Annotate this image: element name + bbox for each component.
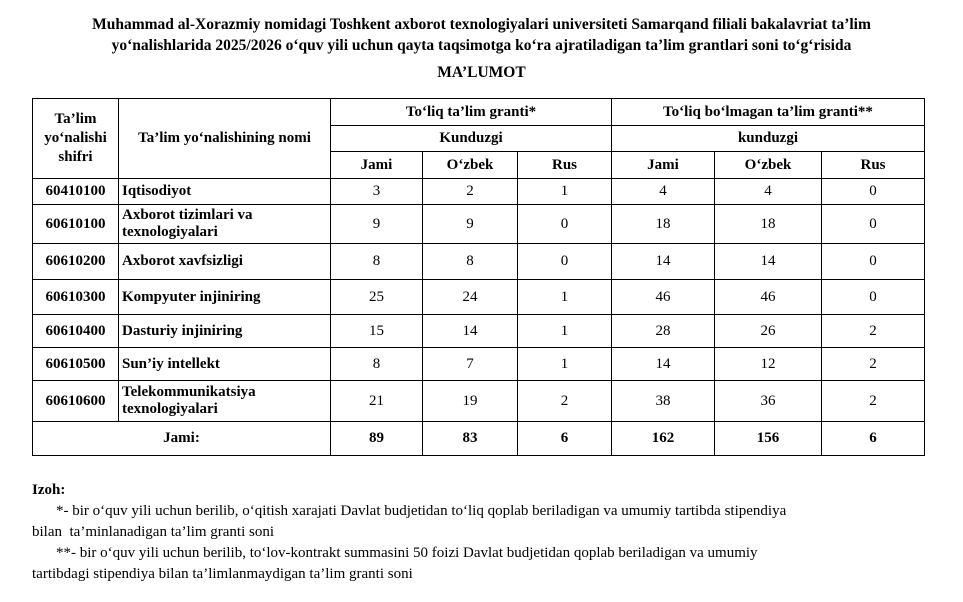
total-label: Jami:	[33, 422, 331, 456]
notes-heading: Izoh:	[32, 482, 66, 498]
row-g1-rus: 2	[518, 381, 612, 422]
note-2-line-2: tartibdagi stipendiya bilan ta’limlanmaydigan ta’lim granti soni	[32, 566, 413, 582]
total-g2-rus: 6	[822, 422, 925, 456]
title-line-2: yo‘nalishlarida 2025/2026 o‘quv yili uchun qayta taqsimotga ko‘ra ajratiladigan ta’lim grantlari soni to‘g‘risida	[111, 37, 852, 54]
header-full-grant: To‘liq ta’lim granti*	[331, 99, 612, 126]
row-g2-jami: 14	[612, 244, 715, 280]
row-name: Kompyuter injiniring	[119, 280, 331, 315]
row-code: 60610600	[33, 381, 119, 422]
total-g2-jami: 162	[612, 422, 715, 456]
row-g1-jami: 15	[331, 315, 423, 348]
row-code: 60610400	[33, 315, 119, 348]
row-g2-ozbek: 4	[715, 179, 822, 205]
row-name: Telekommunikatsiya texnologiyalari	[119, 381, 331, 422]
row-g2-jami: 18	[612, 205, 715, 244]
row-g2-rus: 2	[822, 348, 925, 381]
table-row	[33, 280, 925, 315]
row-g1-rus: 0	[518, 205, 612, 244]
document-subtitle: MA’LUMOT	[437, 64, 526, 81]
table-row	[33, 205, 925, 244]
note-1-line-2: bilan ta’minlanadigan ta’lim granti soni	[32, 524, 275, 540]
header-partial-grant-daytime: kunduzgi	[612, 126, 925, 152]
document-title	[0, 14, 963, 56]
row-g1-rus: 0	[518, 244, 612, 280]
row-g2-rus: 0	[822, 244, 925, 280]
row-code: 60410100	[33, 179, 119, 205]
row-g2-jami: 4	[612, 179, 715, 205]
row-code: 60610500	[33, 348, 119, 381]
table-row	[33, 348, 925, 381]
row-g1-rus: 1	[518, 280, 612, 315]
total-g1-jami: 89	[331, 422, 423, 456]
table-row	[33, 244, 925, 280]
header-partial-grant: To‘liq bo‘lmagan ta’lim granti**	[612, 99, 925, 126]
row-g1-ozbek: 2	[423, 179, 518, 205]
table-row	[33, 315, 925, 348]
row-name: Sun’iy intellekt	[119, 348, 331, 381]
total-row	[33, 422, 925, 456]
row-g1-ozbek: 14	[423, 315, 518, 348]
row-g1-rus: 1	[518, 179, 612, 205]
row-name: Axborot xavfsizligi	[119, 244, 331, 280]
row-g1-jami: 21	[331, 381, 423, 422]
row-g2-ozbek: 46	[715, 280, 822, 315]
row-name: Axborot tizimlari va texnologiyalari	[119, 205, 331, 244]
header-g2-ozbek: O‘zbek	[715, 152, 822, 179]
row-g1-jami: 8	[331, 348, 423, 381]
total-g2-ozbek: 156	[715, 422, 822, 456]
row-g2-ozbek: 26	[715, 315, 822, 348]
title-line-1: Muhammad al-Xorazmiy nomidagi Toshkent axborot texnologiyalari universiteti Samarqand filiali bakalavriat ta’lim	[92, 16, 871, 33]
table-row	[33, 179, 925, 205]
row-name: Dasturiy injiniring	[119, 315, 331, 348]
row-g2-rus: 2	[822, 381, 925, 422]
header-code: Ta’lim yo‘nalishi shifri	[33, 99, 119, 179]
row-g1-jami: 8	[331, 244, 423, 280]
header-full-grant-daytime: Kunduzgi	[331, 126, 612, 152]
row-g1-ozbek: 24	[423, 280, 518, 315]
row-g1-ozbek: 8	[423, 244, 518, 280]
row-g2-ozbek: 36	[715, 381, 822, 422]
row-g2-jami: 14	[612, 348, 715, 381]
row-g2-jami: 46	[612, 280, 715, 315]
row-g2-rus: 2	[822, 315, 925, 348]
header-g1-jami: Jami	[331, 152, 423, 179]
row-g2-rus: 0	[822, 179, 925, 205]
row-g2-ozbek: 18	[715, 205, 822, 244]
notes-section	[32, 480, 922, 585]
row-g1-ozbek: 9	[423, 205, 518, 244]
row-g2-ozbek: 12	[715, 348, 822, 381]
row-code: 60610300	[33, 280, 119, 315]
total-g1-ozbek: 83	[423, 422, 518, 456]
grants-table	[32, 98, 925, 456]
header-g2-rus: Rus	[822, 152, 925, 179]
row-g1-ozbek: 19	[423, 381, 518, 422]
row-code: 60610100	[33, 205, 119, 244]
row-g1-ozbek: 7	[423, 348, 518, 381]
row-code: 60610200	[33, 244, 119, 280]
header-name: Ta’lim yo‘nalishining nomi	[119, 99, 331, 179]
row-g1-jami: 9	[331, 205, 423, 244]
row-name: Iqtisodiyot	[119, 179, 331, 205]
table-row	[33, 381, 925, 422]
note-2-line-1: **- bir o‘quv yili uchun berilib, to‘lov-kontrakt summasini 50 foizi Davlat budjetidan qoplab beriladigan va umumiy	[56, 545, 758, 561]
row-g2-rus: 0	[822, 280, 925, 315]
total-g1-rus: 6	[518, 422, 612, 456]
row-g1-jami: 3	[331, 179, 423, 205]
row-g2-rus: 0	[822, 205, 925, 244]
header-g2-jami: Jami	[612, 152, 715, 179]
header-g1-rus: Rus	[518, 152, 612, 179]
row-g1-rus: 1	[518, 348, 612, 381]
note-1-line-1: *- bir o‘quv yili uchun berilib, o‘qitish xarajati Davlat budjetidan to‘liq qoplab beriladigan va umumiy tartibda stipendiya	[56, 503, 787, 519]
row-g2-jami: 28	[612, 315, 715, 348]
row-g1-rus: 1	[518, 315, 612, 348]
header-g1-ozbek: O‘zbek	[423, 152, 518, 179]
row-g2-ozbek: 14	[715, 244, 822, 280]
row-g2-jami: 38	[612, 381, 715, 422]
row-g1-jami: 25	[331, 280, 423, 315]
